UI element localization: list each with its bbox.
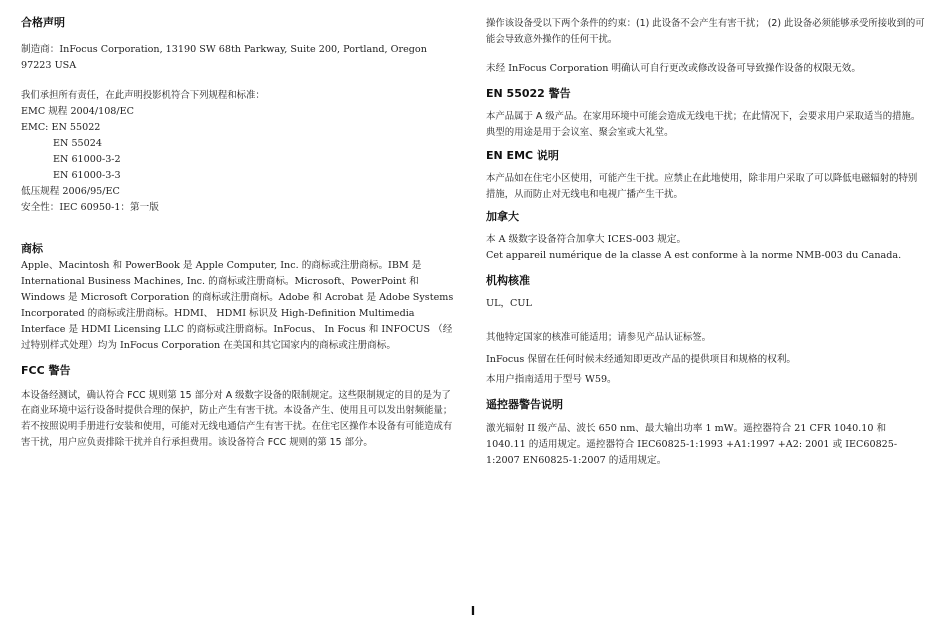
left-column	[21, 16, 457, 451]
agency-rights: InFocus 保留在任何时候未经通知即更改产品的提供项目和规格的权利。	[486, 353, 797, 365]
fcc-text: 本设备经测试，确认符合 FCC 规则第 15 部分对 A 级数字设备的限制规定。这些限制规定的目的是为了在商业环境中运行设备时提供合理的保护，防止产生有害干扰。本设备产生、使用且可以发出射频能量；若不按照说明手册进行安装和使用，可能对无线电通信产生有害干扰。在住宅区操作本设备有可能造成有害干扰，用户应负责排除干扰并自行承担费用。该设备符合 FCC 规则的第 15 部分。	[21, 389, 453, 448]
remote-heading: 遥控器警告说明	[486, 397, 563, 411]
manufacturer-text: 制造商：InFocus Corporation, 13190 SW 68th Parkway, Suite 200, Portland, Oregon 97223 USA	[21, 44, 427, 71]
en55022-text: 本产品属于 A 级产品。在家用环境中可能会造成无线电干扰；在此情况下，会要求用户采取适当的措施。典型的用途是用于会议室、聚会室或大礼堂。	[486, 111, 921, 139]
standard-sub-line: EN 55024	[53, 137, 102, 149]
fcc-heading: FCC 警告	[21, 363, 71, 377]
standard-sub-line: EN 61000-3-2	[53, 153, 121, 165]
en-emc-heading: EN EMC 说明	[486, 148, 559, 162]
standard-line: EMC: EN 55022	[21, 121, 101, 133]
agency-model: 本用户指南适用于型号 W59。	[486, 373, 617, 385]
compliance-heading: 合格声明	[21, 16, 65, 29]
canada-heading: 加拿大	[486, 210, 519, 224]
standard-line: 低压规程 2006/95/EC	[21, 185, 120, 197]
agency-other-countries: 其他特定国家的核准可能适用；请参见产品认证标签。	[486, 332, 712, 344]
standard-sub-line: EN 61000-3-3	[53, 169, 121, 181]
trademarks-heading: 商标	[21, 241, 43, 255]
trademarks-text: Apple、Macintosh 和 PowerBook 是 Apple Computer, Inc. 的商标或注册商标。IBM 是 International Business Machines, Inc. 的商标或注册商标。Microsoft、PowerPoint 和 Windows 是 Microsoft Corporation 的商标或注册商标。Adobe 和 Acrobat 是 Adobe Systems Incorporated 的商标或注册商标。HDMI、 HDMI 标识及 High-Definition Multimedia Interface 是 HDMI Licensing LLC 的商标或注册商标。InFocus、 In Focus 和 INFOCUS （经过特别样式处理）均为 InFocus Corporation 在美国和其它国家内的商标或注册商标。	[21, 259, 454, 351]
right-column	[486, 16, 926, 469]
remote-text: 激光辐射 II 级产品、波长 650 nm、最大输出功率 1 mW。遥控器符合 21 CFR 1040.10 和 1040.11 的适用规定。遥控器符合 IEC60825-1:1993 +A1:1997 +A2: 2001 或 IEC60825-1:2007 EN60825-1:2007 的适用规定。	[486, 422, 898, 466]
en-emc-text: 本产品如在住宅小区使用，可能产生干扰。应禁止在此地使用，除非用户采取了可以降低电磁辐射的特别措施，从而防止对无线电和电视广播产生干扰。	[486, 172, 918, 200]
canada-text-fr: Cet appareil numérique de la classe A est conforme à la norme NMB-003 du Canada.	[486, 250, 902, 262]
standard-line: 安全性：IEC 60950-1：第一版	[21, 201, 159, 213]
page-number: I	[470, 604, 476, 618]
agency-approvals: UL，CUL	[486, 298, 532, 310]
en55022-heading: EN 55022 警告	[486, 87, 571, 101]
fcc-modification-text: 未经 InFocus Corporation 明确认可自行更改或修改设备可导致操作设备的权限无效。	[486, 63, 861, 75]
standard-line: EMC 规程 2004/108/EC	[21, 105, 134, 117]
agency-heading: 机构核准	[486, 274, 530, 288]
canada-text-cn: 本 A 级数字设备符合加拿大 ICES-003 规定。	[486, 234, 687, 246]
fcc-conditions-text: 操作该设备受以下两个条件的约束：(1) 此设备不会产生有害干扰； (2) 此设备必须能够承受所接收到的可能会导致意外操作的任何干扰。	[486, 18, 925, 45]
declaration-text: 我们承担所有责任，在此声明投影机符合下列规程和标准：	[21, 90, 265, 101]
